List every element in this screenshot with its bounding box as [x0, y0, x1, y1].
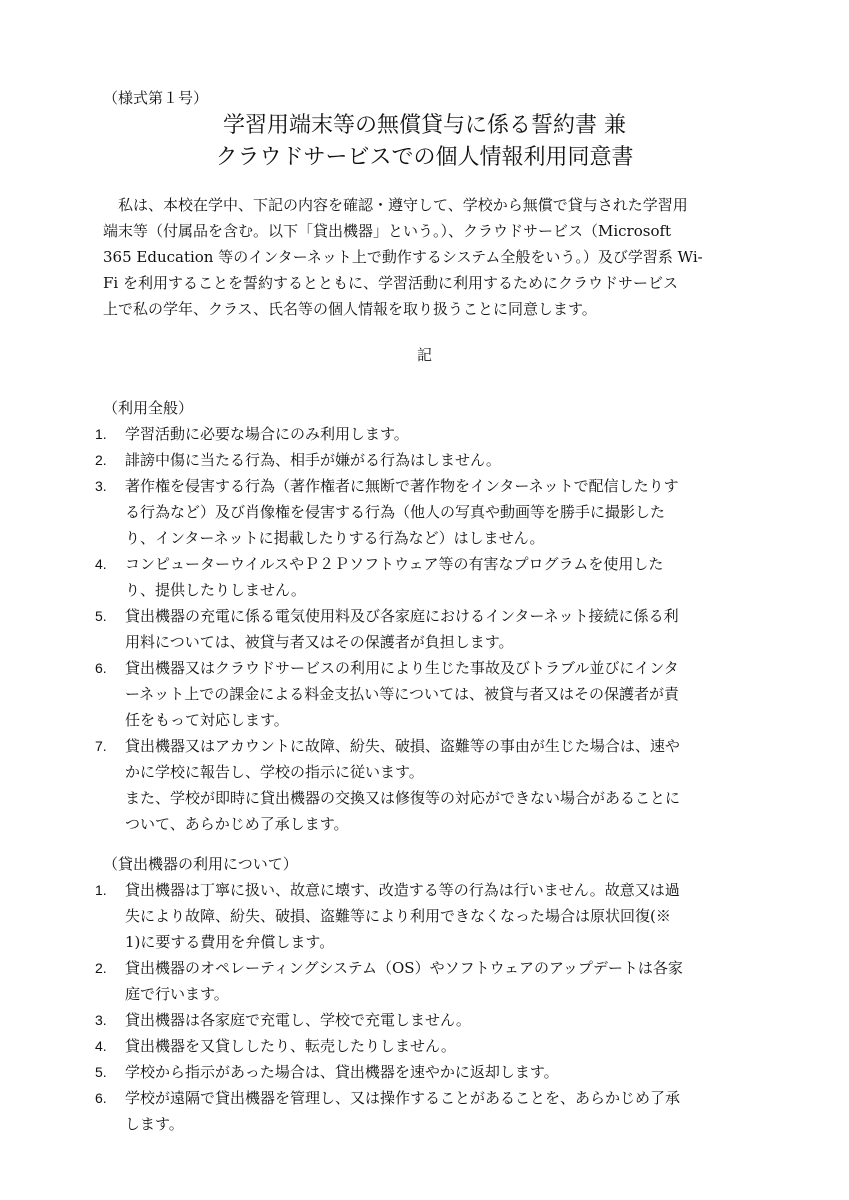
item-text: 学習活動に必要な場合にのみ利用します。	[125, 425, 409, 443]
item-text: 用料については、被貸与者又はその保護者が負担します。	[125, 633, 514, 651]
list-item	[95, 955, 753, 1007]
section-heading: （貸出機器の利用について）	[103, 855, 298, 873]
item-text: ーネット上での課金による料金支払い等については、被貸与者又はその保護者が責	[125, 685, 679, 703]
intro-line: 端末等（付属品を含む。以下「貸出機器」という。）、クラウドサービス（Microsoft	[103, 222, 672, 240]
item-text: 貸出機器又はクラウドサービスの利用により生じた事故及びトラブル並びにインタ	[125, 659, 679, 677]
item-text: 貸出機器を又貸ししたり、転売したりしません。	[125, 1037, 456, 1055]
list-item	[95, 603, 753, 655]
item-text: ついて、あらかじめ了承します。	[125, 815, 349, 833]
item-number: 2.	[95, 452, 107, 468]
item-text: 学校が遠隔で貸出機器を管理し、又は操作することがあることを、あらかじめ了承	[125, 1089, 681, 1107]
item-text: 誹謗中傷に当たる行為、相手が嫌がる行為はしません。	[125, 451, 501, 469]
item-text: 著作権を侵害する行為（著作権者に無断で著作物をインターネットで配信したりす	[125, 477, 679, 495]
section-heading: （利用全般）	[103, 399, 194, 417]
list-item	[95, 877, 753, 955]
form-number: （様式第１号）	[103, 89, 209, 107]
item-text: また、学校が即時に貸出機器の交換又は修復等の対応ができない場合があることに	[125, 789, 681, 807]
item-number: 1.	[95, 426, 107, 442]
notes-marker: 記	[416, 346, 432, 364]
item-number: 6.	[95, 1090, 107, 1106]
intro-line: Fi を利用することを誓約するとともに、学習活動に利用するためにクラウドサービス	[103, 274, 678, 292]
list-item	[95, 733, 753, 837]
item-text: 庭で行います。	[125, 985, 229, 1003]
item-number: 2.	[95, 960, 107, 976]
intro-line: 私は、本校在学中、下記の内容を確認・遵守して、学校から無償で貸与された学習用	[103, 196, 688, 214]
item-number: 7.	[95, 738, 107, 754]
list-item	[95, 447, 753, 473]
list-item	[95, 421, 753, 447]
list-item	[95, 655, 753, 733]
item-number: 6.	[95, 660, 107, 676]
list-item	[95, 551, 753, 603]
intro-line: 365 Education 等のインターネット上で動作するシステム全般をいう。）及び学習系 Wi-	[103, 248, 703, 266]
item-text: 学校から指示があった場合は、貸出機器を速やかに返却します。	[125, 1063, 559, 1081]
section-device-use	[95, 851, 753, 1137]
item-text: 1)に要する費用を弁償します。	[125, 933, 335, 951]
item-text: コンピューターウイルスやＰ２Ｐソフトウェア等の有害なプログラムを使用した	[125, 555, 664, 573]
item-text: 貸出機器の充電に係る電気使用料及び各家庭におけるインターネット接続に係る利	[125, 607, 679, 625]
item-number: 1.	[95, 882, 107, 898]
list-item	[95, 1085, 753, 1137]
item-text: り、提供したりしません。	[125, 581, 306, 599]
list-item	[95, 1059, 753, 1085]
list-item	[95, 473, 753, 551]
item-text: る行為など）及び肖像権を侵害する行為（他人の写真や動画等を勝手に撮影した	[125, 503, 666, 521]
item-text: 任をもって対応します。	[125, 711, 289, 729]
item-text: かに学校に報告し、学校の指示に従います。	[125, 763, 424, 781]
intro-line: 上で私の学年、クラス、氏名等の個人情報を取り扱うことに同意します。	[103, 300, 597, 318]
item-number: 3.	[95, 1012, 107, 1028]
item-text: 失により故障、紛失、破損、盗難等により利用できなくなった場合は原状回復(※	[125, 907, 671, 925]
item-text: 貸出機器又はアカウントに故障、紛失、破損、盗難等の事由が生じた場合は、速や	[125, 737, 680, 755]
list-item	[95, 1033, 753, 1059]
item-text: 貸出機器は丁寧に扱い、故意に壊す、改造する等の行為は行いません。故意又は過	[125, 881, 680, 899]
item-text: します。	[125, 1115, 184, 1133]
item-text: 貸出機器は各家庭で充電し、学校で充電しません。	[125, 1011, 471, 1029]
item-number: 4.	[95, 556, 107, 572]
item-text: 貸出機器のオペレーティングシステム（OS）やソフトウェアのアップデートは各家	[125, 959, 683, 977]
list-item	[95, 1007, 753, 1033]
item-number: 4.	[95, 1038, 107, 1054]
item-number: 3.	[95, 478, 107, 494]
item-number: 5.	[95, 608, 107, 624]
document-title-line-1: 学習用端末等の無償貸与に係る誓約書 兼	[223, 113, 626, 138]
section-general-use	[95, 395, 753, 837]
item-text: り、インターネットに掲載したりする行為など）はしません。	[125, 529, 545, 547]
document-title-line-2: クラウドサービスでの個人情報利用同意書	[215, 145, 634, 170]
item-number: 5.	[95, 1064, 107, 1080]
intro-paragraph	[103, 192, 748, 322]
